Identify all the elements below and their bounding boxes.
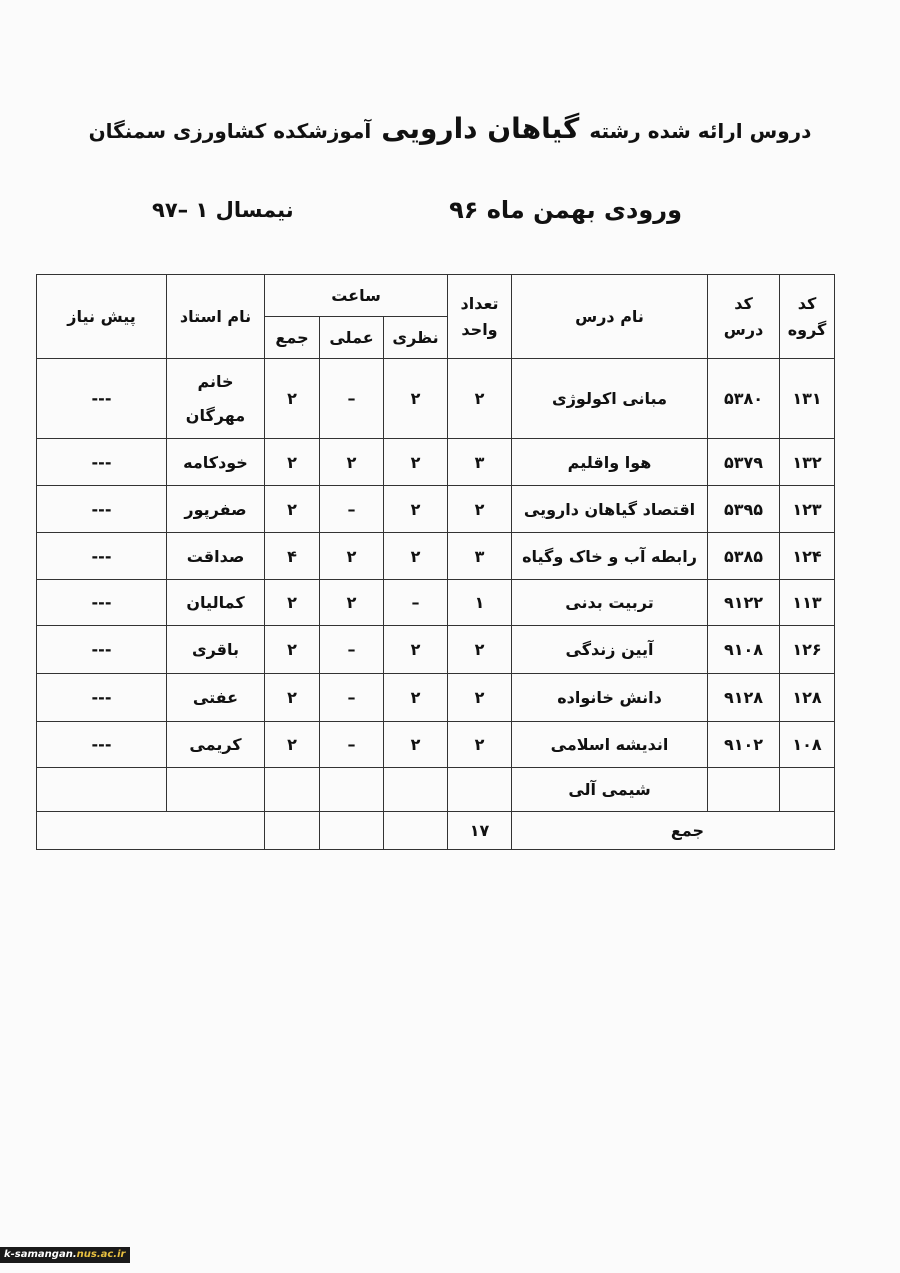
header-course-code: [708, 275, 780, 359]
entry-term: ورودی بهمن ماه ۹۶: [449, 196, 682, 224]
cell-name: اقتصاد گیاهان دارویی: [512, 486, 708, 533]
sum-label: جمع: [512, 812, 835, 850]
semester-label: نیمسال ۱ –۹۷: [152, 198, 294, 222]
document-title: [0, 112, 900, 145]
cell-theory: –: [384, 580, 448, 626]
cell-practical: ۲: [320, 439, 384, 486]
cell-prereq: [37, 768, 167, 812]
cell-instructor: صداقت: [167, 533, 265, 580]
cell-instructor: [167, 768, 265, 812]
header-course-name: نام درس: [512, 275, 708, 359]
sum-empty-practical: [320, 812, 384, 850]
table-row: [37, 626, 835, 674]
cell-instructor: صفرپور: [167, 486, 265, 533]
cell-group: ۱۰۸: [780, 722, 835, 768]
cell-practical: –: [320, 722, 384, 768]
cell-total: ۲: [265, 580, 320, 626]
cell-code: ۹۱۰۸: [708, 626, 780, 674]
cell-units: ۲: [448, 722, 512, 768]
table-row: [37, 768, 835, 812]
cell-prereq: ---: [37, 580, 167, 626]
header-group-code: [780, 275, 835, 359]
cell-group: ۱۲۴: [780, 533, 835, 580]
cell-total: [265, 768, 320, 812]
cell-total: ۴: [265, 533, 320, 580]
cell-units: ۳: [448, 439, 512, 486]
header-course-code-line1: کد: [734, 293, 753, 313]
cell-name: مبانی اکولوژی: [512, 359, 708, 439]
title-part2: آموزشکده کشاورزی سمنگان: [88, 119, 372, 143]
cell-group: [780, 768, 835, 812]
cell-units: ۱: [448, 580, 512, 626]
title-field: گیاهان دارویی: [381, 112, 580, 145]
cell-prereq: ---: [37, 722, 167, 768]
cell-name: دانش خانواده: [512, 674, 708, 722]
cell-practical: –: [320, 626, 384, 674]
table-row: [37, 533, 835, 580]
header-course-code-line2: درس: [723, 319, 764, 339]
table-row: [37, 359, 835, 439]
cell-units: ۲: [448, 359, 512, 439]
header-total: جمع: [265, 317, 320, 359]
sum-empty-total: [265, 812, 320, 850]
cell-prereq: ---: [37, 626, 167, 674]
cell-code: ۵۳۹۵: [708, 486, 780, 533]
cell-group: ۱۱۳: [780, 580, 835, 626]
cell-group: ۱۲۸: [780, 674, 835, 722]
cell-name: شیمی آلی: [512, 768, 708, 812]
cell-code: ۹۱۰۲: [708, 722, 780, 768]
site-watermark: [0, 1247, 130, 1263]
cell-units: [448, 768, 512, 812]
cell-practical: ۲: [320, 533, 384, 580]
cell-prereq: ---: [37, 359, 167, 439]
cell-total: ۲: [265, 439, 320, 486]
cell-theory: ۲: [384, 533, 448, 580]
table-row: [37, 486, 835, 533]
cell-practical: –: [320, 359, 384, 439]
header-prerequisite: پیش نیاز: [37, 275, 167, 359]
cell-theory: [384, 768, 448, 812]
cell-code: ۵۳۷۹: [708, 439, 780, 486]
cell-group: ۱۳۲: [780, 439, 835, 486]
cell-practical: –: [320, 674, 384, 722]
cell-instructor: کریمی: [167, 722, 265, 768]
cell-instructor: خانم مهرگان: [167, 359, 265, 439]
courses-table: [36, 274, 835, 850]
cell-theory: ۲: [384, 439, 448, 486]
header-units: [448, 275, 512, 359]
cell-code: [708, 768, 780, 812]
sum-units: ۱۷: [448, 812, 512, 850]
cell-name: رابطه آب و خاک وگیاه: [512, 533, 708, 580]
site-prefix: k-samangan.: [4, 1249, 77, 1260]
cell-theory: ۲: [384, 626, 448, 674]
cell-instructor: کمالیان: [167, 580, 265, 626]
table-row: [37, 580, 835, 626]
cell-practical: ۲: [320, 580, 384, 626]
cell-practical: [320, 768, 384, 812]
cell-code: ۹۱۲۲: [708, 580, 780, 626]
cell-practical: –: [320, 486, 384, 533]
cell-group: ۱۲۶: [780, 626, 835, 674]
cell-total: ۲: [265, 486, 320, 533]
cell-name: اندیشه اسلامی: [512, 722, 708, 768]
cell-instructor: باقری: [167, 626, 265, 674]
table-row: [37, 722, 835, 768]
cell-units: ۲: [448, 674, 512, 722]
sum-empty-theory: [384, 812, 448, 850]
cell-code: ۵۳۸۵: [708, 533, 780, 580]
sum-row: [37, 812, 835, 850]
sum-empty-rest: [37, 812, 265, 850]
cell-theory: ۲: [384, 674, 448, 722]
table-row: [37, 439, 835, 486]
cell-total: ۲: [265, 722, 320, 768]
cell-group: ۱۳۱: [780, 359, 835, 439]
cell-theory: ۲: [384, 359, 448, 439]
cell-total: ۲: [265, 359, 320, 439]
cell-prereq: ---: [37, 674, 167, 722]
header-group-code-line1: کد: [797, 293, 817, 313]
table-row: [37, 674, 835, 722]
cell-instructor: خودکامه: [167, 439, 265, 486]
header-units-line2: واحد: [461, 319, 498, 339]
cell-theory: ۲: [384, 486, 448, 533]
cell-prereq: ---: [37, 486, 167, 533]
cell-total: ۲: [265, 626, 320, 674]
header-practical: عملی: [320, 317, 384, 359]
header-group-code-line2: گروه: [787, 319, 827, 339]
header-units-line1: تعداد: [460, 293, 499, 313]
cell-group: ۱۲۳: [780, 486, 835, 533]
site-domain: nus.ac.ir: [76, 1249, 126, 1260]
header-theory: نظری: [384, 317, 448, 359]
cell-instructor: عفتی: [167, 674, 265, 722]
cell-code: ۹۱۲۸: [708, 674, 780, 722]
cell-theory: ۲: [384, 722, 448, 768]
header-hours: ساعت: [265, 275, 448, 317]
cell-name: تربیت بدنی: [512, 580, 708, 626]
cell-units: ۲: [448, 486, 512, 533]
cell-units: ۳: [448, 533, 512, 580]
cell-name: هوا واقلیم: [512, 439, 708, 486]
cell-prereq: ---: [37, 439, 167, 486]
cell-total: ۲: [265, 674, 320, 722]
header-instructor: نام استاد: [167, 275, 265, 359]
cell-name: آیین زندگی: [512, 626, 708, 674]
title-part1: دروس ارائه شده رشته: [589, 119, 812, 143]
cell-prereq: ---: [37, 533, 167, 580]
cell-code: ۵۳۸۰: [708, 359, 780, 439]
cell-units: ۲: [448, 626, 512, 674]
